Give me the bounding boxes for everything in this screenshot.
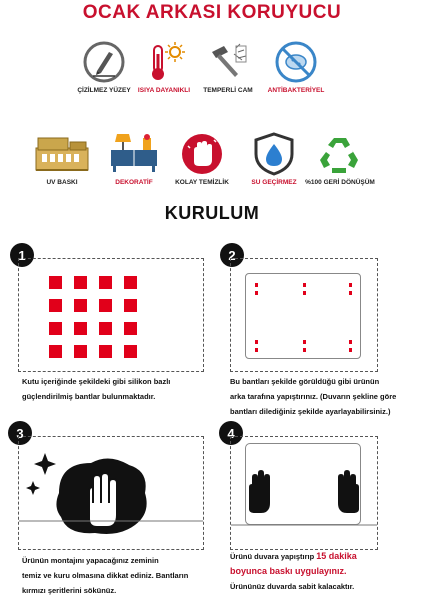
feature-label: ÇİZİLMEZ YÜZEY xyxy=(77,87,131,94)
step-3-text: Ürünün montajını yapacağınız zeminin temiz ve kuru olmasına dikkat ediniz. Bantların kırmızı şeritlerini sökünüz. xyxy=(22,556,189,595)
highlight-duration: 15 dakika xyxy=(316,551,357,561)
wipe-cloth-icon xyxy=(19,437,203,549)
step-2-text: Bu bantları şekilde görüldüğü gibi ürünün arka tarafına yapıştırınız. (Duvarın şekline göre bantları dilediğiniz şekilde ayarlayabilirsiniz.) xyxy=(230,377,397,416)
feature-label: SU GEÇİRMEZ xyxy=(251,179,297,186)
feature-label: ISIYA DAYANIKLI xyxy=(137,87,191,94)
feature-label: DEKORATİF xyxy=(115,179,153,186)
tape-square xyxy=(74,322,87,335)
tape-square xyxy=(99,299,112,312)
uv-printer-icon xyxy=(34,132,90,176)
antibacterial-icon xyxy=(274,40,318,84)
step-number-1: 1 xyxy=(10,243,34,267)
tape-square xyxy=(49,276,62,289)
cleaning-hand-icon xyxy=(180,132,224,176)
feature-label: %100 GERİ DÖNÜŞÜM xyxy=(305,179,375,186)
tape-strip xyxy=(349,291,352,295)
tape-square xyxy=(49,345,62,358)
tape-strip xyxy=(303,348,306,352)
highlight-pressure: boyunca baskı uygulayınız. xyxy=(230,566,347,576)
pressing-hands-icon xyxy=(231,437,377,549)
step-number-4: 4 xyxy=(219,421,243,445)
tape-strip xyxy=(349,340,352,344)
tape-strip xyxy=(303,291,306,295)
step-4-illustration xyxy=(230,436,378,550)
tape-square xyxy=(74,345,87,358)
feature-label: KOLAY TEMİZLİK xyxy=(175,179,229,186)
tape-square xyxy=(49,322,62,335)
tape-square xyxy=(124,322,137,335)
tape-strip xyxy=(349,283,352,287)
step-2-illustration xyxy=(230,258,378,372)
step-3-illustration xyxy=(18,436,204,550)
step-number-2: 2 xyxy=(220,243,244,267)
tape-strip xyxy=(255,283,258,287)
tape-square xyxy=(99,322,112,335)
tape-strip xyxy=(303,283,306,287)
tape-strip xyxy=(255,291,258,295)
step-4-text: Ürünü duvara yapıştırıp 15 dakika boyunca baskı uygulayınız. Ürününüz duvarda sabit kalacaktır. xyxy=(230,549,422,594)
page-title: OCAK ARKASI KORUYUCU xyxy=(82,2,342,23)
tape-square xyxy=(49,299,62,312)
step-1-illustration xyxy=(18,258,204,372)
tape-strip xyxy=(255,348,258,352)
tape-strip xyxy=(255,340,258,344)
step-1-text: Kutu içeriğinde şekildeki gibi silikon bazlı güçlendirilmiş bantlar bulunmaktadır. xyxy=(22,377,171,401)
tape-square xyxy=(99,345,112,358)
tape-strip xyxy=(349,348,352,352)
feature-label: ANTİBAKTERİYEL xyxy=(267,87,325,94)
feature-antibacterial xyxy=(248,40,344,94)
tape-square xyxy=(124,276,137,289)
tape-square xyxy=(74,276,87,289)
feature-recyclable xyxy=(292,132,388,186)
feature-label: TEMPERLİ CAM xyxy=(203,87,253,94)
recycle-icon xyxy=(318,132,362,176)
tape-square xyxy=(74,299,87,312)
water-drop-shield-icon xyxy=(252,132,296,176)
installation-title: KURULUM xyxy=(164,203,260,223)
feature-label: UV BASKI xyxy=(46,179,78,186)
tape-square xyxy=(99,276,112,289)
hammer-glass-icon xyxy=(206,40,250,84)
lamp-dresser-icon xyxy=(109,132,159,176)
tape-strip xyxy=(303,340,306,344)
tape-square xyxy=(124,299,137,312)
tape-square xyxy=(124,345,137,358)
step-number-3: 3 xyxy=(8,421,32,445)
